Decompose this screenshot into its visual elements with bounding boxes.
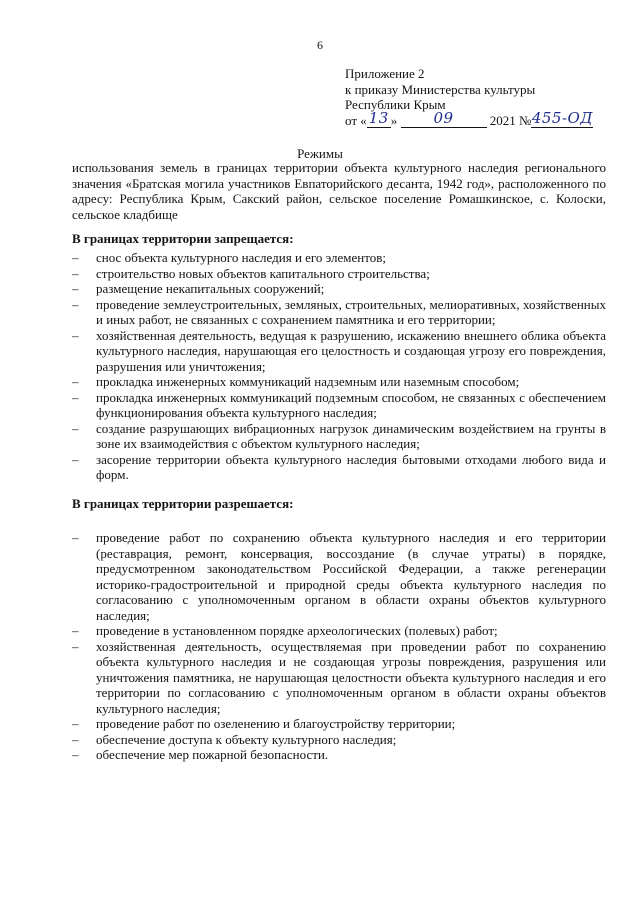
list-item-text: обеспечение доступа к объекту культурного наследия;: [96, 731, 397, 747]
dash-marker: –: [72, 389, 79, 405]
list-item: [72, 297, 606, 328]
list-item-text: обеспечение мер пожарной безопасности.: [96, 747, 329, 762]
permitted-list: [72, 530, 606, 763]
prohibited-heading: В границах территории запрещается:: [72, 231, 294, 246]
list-item-text: хозяйственная деятельность, ведущая к разрушению, искажению внешнего облика объекта культурного наследия, нарушающая его целостность и создающая угрозу его повреждения, разрушения или уничтожения;: [96, 327, 606, 374]
list-item: [72, 732, 606, 748]
list-item: [72, 250, 606, 266]
list-item-text: проведение в установленном порядке археологических (полевых) работ;: [96, 623, 498, 638]
list-item: [72, 747, 606, 763]
day-field: [367, 108, 391, 128]
list-item-text: проведение работ по сохранению объекта культурного наследия и его территории (реставрация, ремонт, консервация, воссоздание (в случае утраты) в порядке, предусмотренном законодательством Российской Федерации, а также регенерации историко-градостроительной и природной среды объекта культурного наследия по согласованию с уполномоченным органом в области охраны объектов культурного наследия;: [96, 530, 606, 623]
appendix-line-3: Республики Крым: [345, 97, 446, 112]
dash-marker: –: [72, 374, 79, 389]
list-item-text: хозяйственная деятельность, осуществляемая при проведении работ по сохранению объекта культурного наследия и не создающая угрозы повреждения, разрушения или уничтожения памятника, не нарушающая целостности объекта культурного наследия и его территории по согласованию с уполномоченным органом в области охраны объектов культурного наследия;: [96, 638, 606, 716]
year-number-label: 2021 №: [489, 112, 532, 128]
month-handwritten: 09: [433, 108, 454, 127]
dash-marker: –: [72, 296, 79, 312]
list-item-text: снос объекта культурного наследия и его элементов;: [96, 250, 386, 265]
dash-marker: –: [72, 451, 79, 467]
order-number-field: [531, 108, 594, 128]
appendix-line-1: Приложение 2: [345, 66, 425, 81]
dash-marker: –: [72, 623, 79, 638]
document-title: Режимы: [297, 146, 343, 161]
list-item-text: проведение работ по озеленению и благоустройству территории;: [96, 716, 456, 731]
list-item-text: проведение землеустроительных, земляных, строительных, мелиоративных, хозяйственных и иных работ, не связанных с сохранением памятника и его территории;: [96, 296, 606, 327]
dash-marker: –: [72, 281, 79, 296]
list-item-text: строительство новых объектов капитального строительства;: [96, 265, 430, 281]
dash-marker: –: [72, 327, 79, 343]
page-number: 6: [317, 38, 323, 52]
day-close-quote: »: [390, 112, 398, 128]
list-item: [72, 623, 606, 639]
permitted-heading: В границах территории разрешается:: [72, 496, 294, 511]
dash-marker: –: [72, 265, 79, 281]
order-number-handwritten: 455-ОД: [531, 108, 594, 127]
date-prefix: от «: [345, 112, 367, 128]
appendix-line-2: к приказу Министерства культуры: [345, 81, 536, 97]
appendix-block: [345, 66, 615, 128]
month-field: [401, 108, 487, 128]
list-item-text: прокладка инженерных коммуникаций надземным или наземным способом;: [96, 374, 520, 389]
list-item-text: создание разрушающих вибрационных нагрузок динамическим воздействием на грунты в зоне их взаимодействия с объектом культурного наследия;: [96, 420, 606, 451]
dash-marker: –: [72, 747, 79, 762]
dash-marker: –: [72, 731, 79, 747]
dash-marker: –: [72, 716, 79, 731]
list-item: [72, 281, 606, 297]
list-item: [72, 421, 606, 452]
list-item: [72, 639, 606, 717]
dash-marker: –: [72, 530, 79, 545]
list-item: [72, 452, 606, 483]
order-date-line: [345, 108, 615, 129]
list-item: [72, 530, 606, 623]
intro-paragraph: использования земель в границах территории объекта культурного наследия регионального значения «Братская могила участников Евпаторийского десанта, 1942 год», расположенного по адресу: Республика Крым, Сакский район, сельское поселение Ромашкинское, с. Колоски, сельское кладбище: [72, 160, 606, 222]
dash-marker: –: [72, 638, 79, 654]
dash-marker: –: [72, 420, 79, 436]
list-item-text: прокладка инженерных коммуникаций подземным способом, не связанных с обеспечением функционирования объекта культурного наследия;: [96, 389, 606, 420]
list-item: [72, 266, 606, 282]
list-item-text: размещение некапитальных сооружений;: [96, 281, 325, 296]
list-item: [72, 390, 606, 421]
dash-marker: –: [72, 250, 79, 265]
prohibited-list: [72, 250, 606, 483]
list-item: [72, 374, 606, 390]
list-item: [72, 716, 606, 732]
list-item: [72, 328, 606, 375]
list-item-text: засорение территории объекта культурного наследия бытовыми отходами любого вида и форм.: [96, 451, 606, 482]
day-handwritten: 13: [368, 108, 389, 127]
